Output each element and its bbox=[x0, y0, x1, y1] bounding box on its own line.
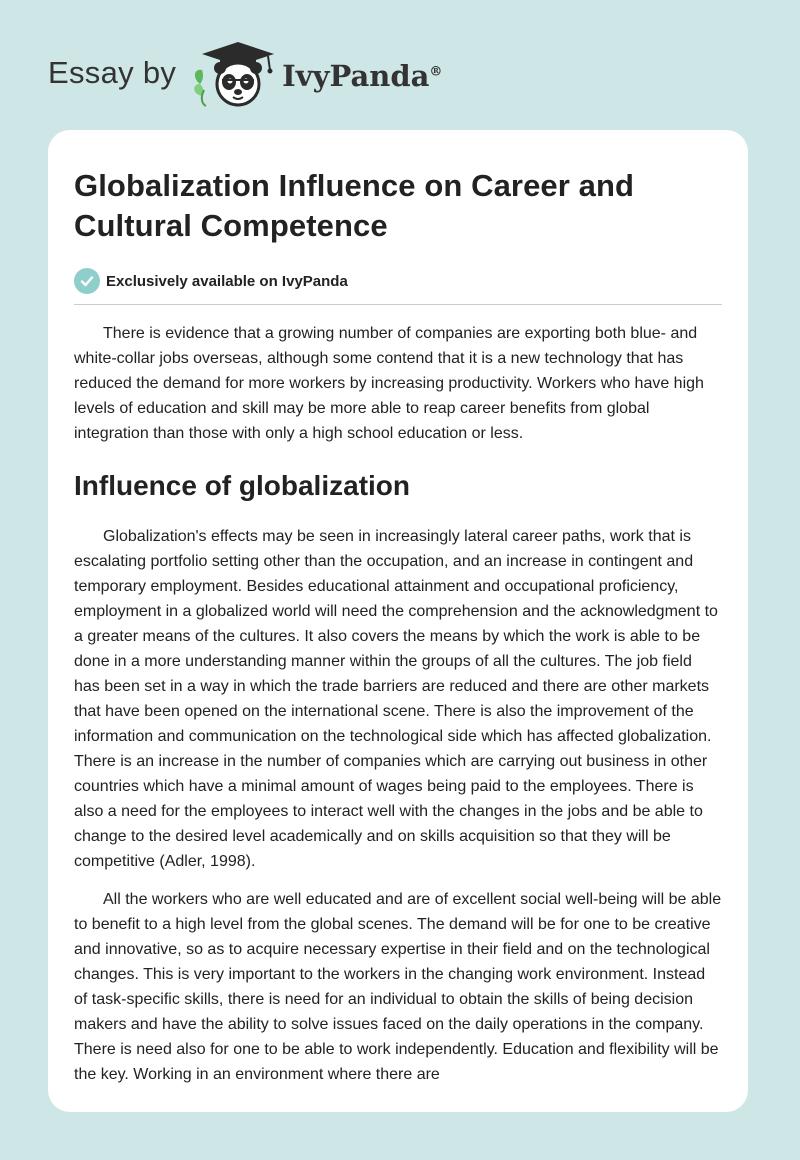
divider bbox=[74, 304, 722, 305]
check-icon bbox=[74, 268, 100, 294]
registered-mark: ® bbox=[429, 64, 443, 80]
brand-name: IvyPanda® bbox=[282, 59, 443, 93]
intro-paragraph: There is evidence that a growing number of companies are exporting both blue- and white-collar jobs overseas, although some contend that it is a new technology that has reduced the demand for more workers by increasing productivity. Workers who have high levels of education and skill may be more able to reap career benefits from global integration than those with only a high school education or less. bbox=[74, 325, 704, 442]
exclusive-label: Exclusively available on IvyPanda bbox=[106, 272, 348, 290]
body-paragraph-2: All the workers who are well educated and are of excellent social well-being will be able to benefit to a high level from the global scenes. The demand will be for one to be creative and innovative, so as to acquire necessary expertise in their field and on the technological changes. This is very important to the workers in the changing work environment. Instead of task-specific skills, there is need for an individual to obtain the skills of being decision makers and have the ability to solve issues faced on the daily operations in the company. There is need also for one to be able to work independently. Education and flexibility will be the key. Working in an environment where there are bbox=[74, 891, 722, 1083]
brand-header[interactable] bbox=[48, 38, 442, 108]
essay-card bbox=[48, 130, 748, 1112]
panda-logo-icon bbox=[190, 38, 278, 108]
brand-prefix: Essay by bbox=[48, 55, 177, 90]
essay-title: Globalization Influence on Career and Cultural Competence bbox=[74, 168, 635, 243]
exclusive-badge bbox=[74, 268, 722, 294]
body-paragraph-1: Globalization's effects may be seen in increasingly lateral career paths, work that is escalating portfolio setting other than the occupation, and an increase in contingent and temporary employment. Besides educational attainment and occupational proficiency, employment in a globalized world will need the comprehension and the acknowledgment to a greater means of the cultures. It also covers the means by which the work is able to be done in a more understanding manner within the groups of all the cultures. The job field has been set in a way in which the trade barriers are reduced and there are other markets that have been opened on the international scene. There is also the improvement of the information and communication on the technological side which has affected globalization. There is an increase in the number of companies which are carrying out business in other countries which have a minimal amount of wages being paid to the employees. There is also a need for the employees to interact well with the changes in the jobs and be able to change to the desired level academically and on skills acquisition so that they will be competitive (Adler, 1998). bbox=[74, 528, 718, 870]
section-heading: Influence of globalization bbox=[74, 470, 410, 501]
